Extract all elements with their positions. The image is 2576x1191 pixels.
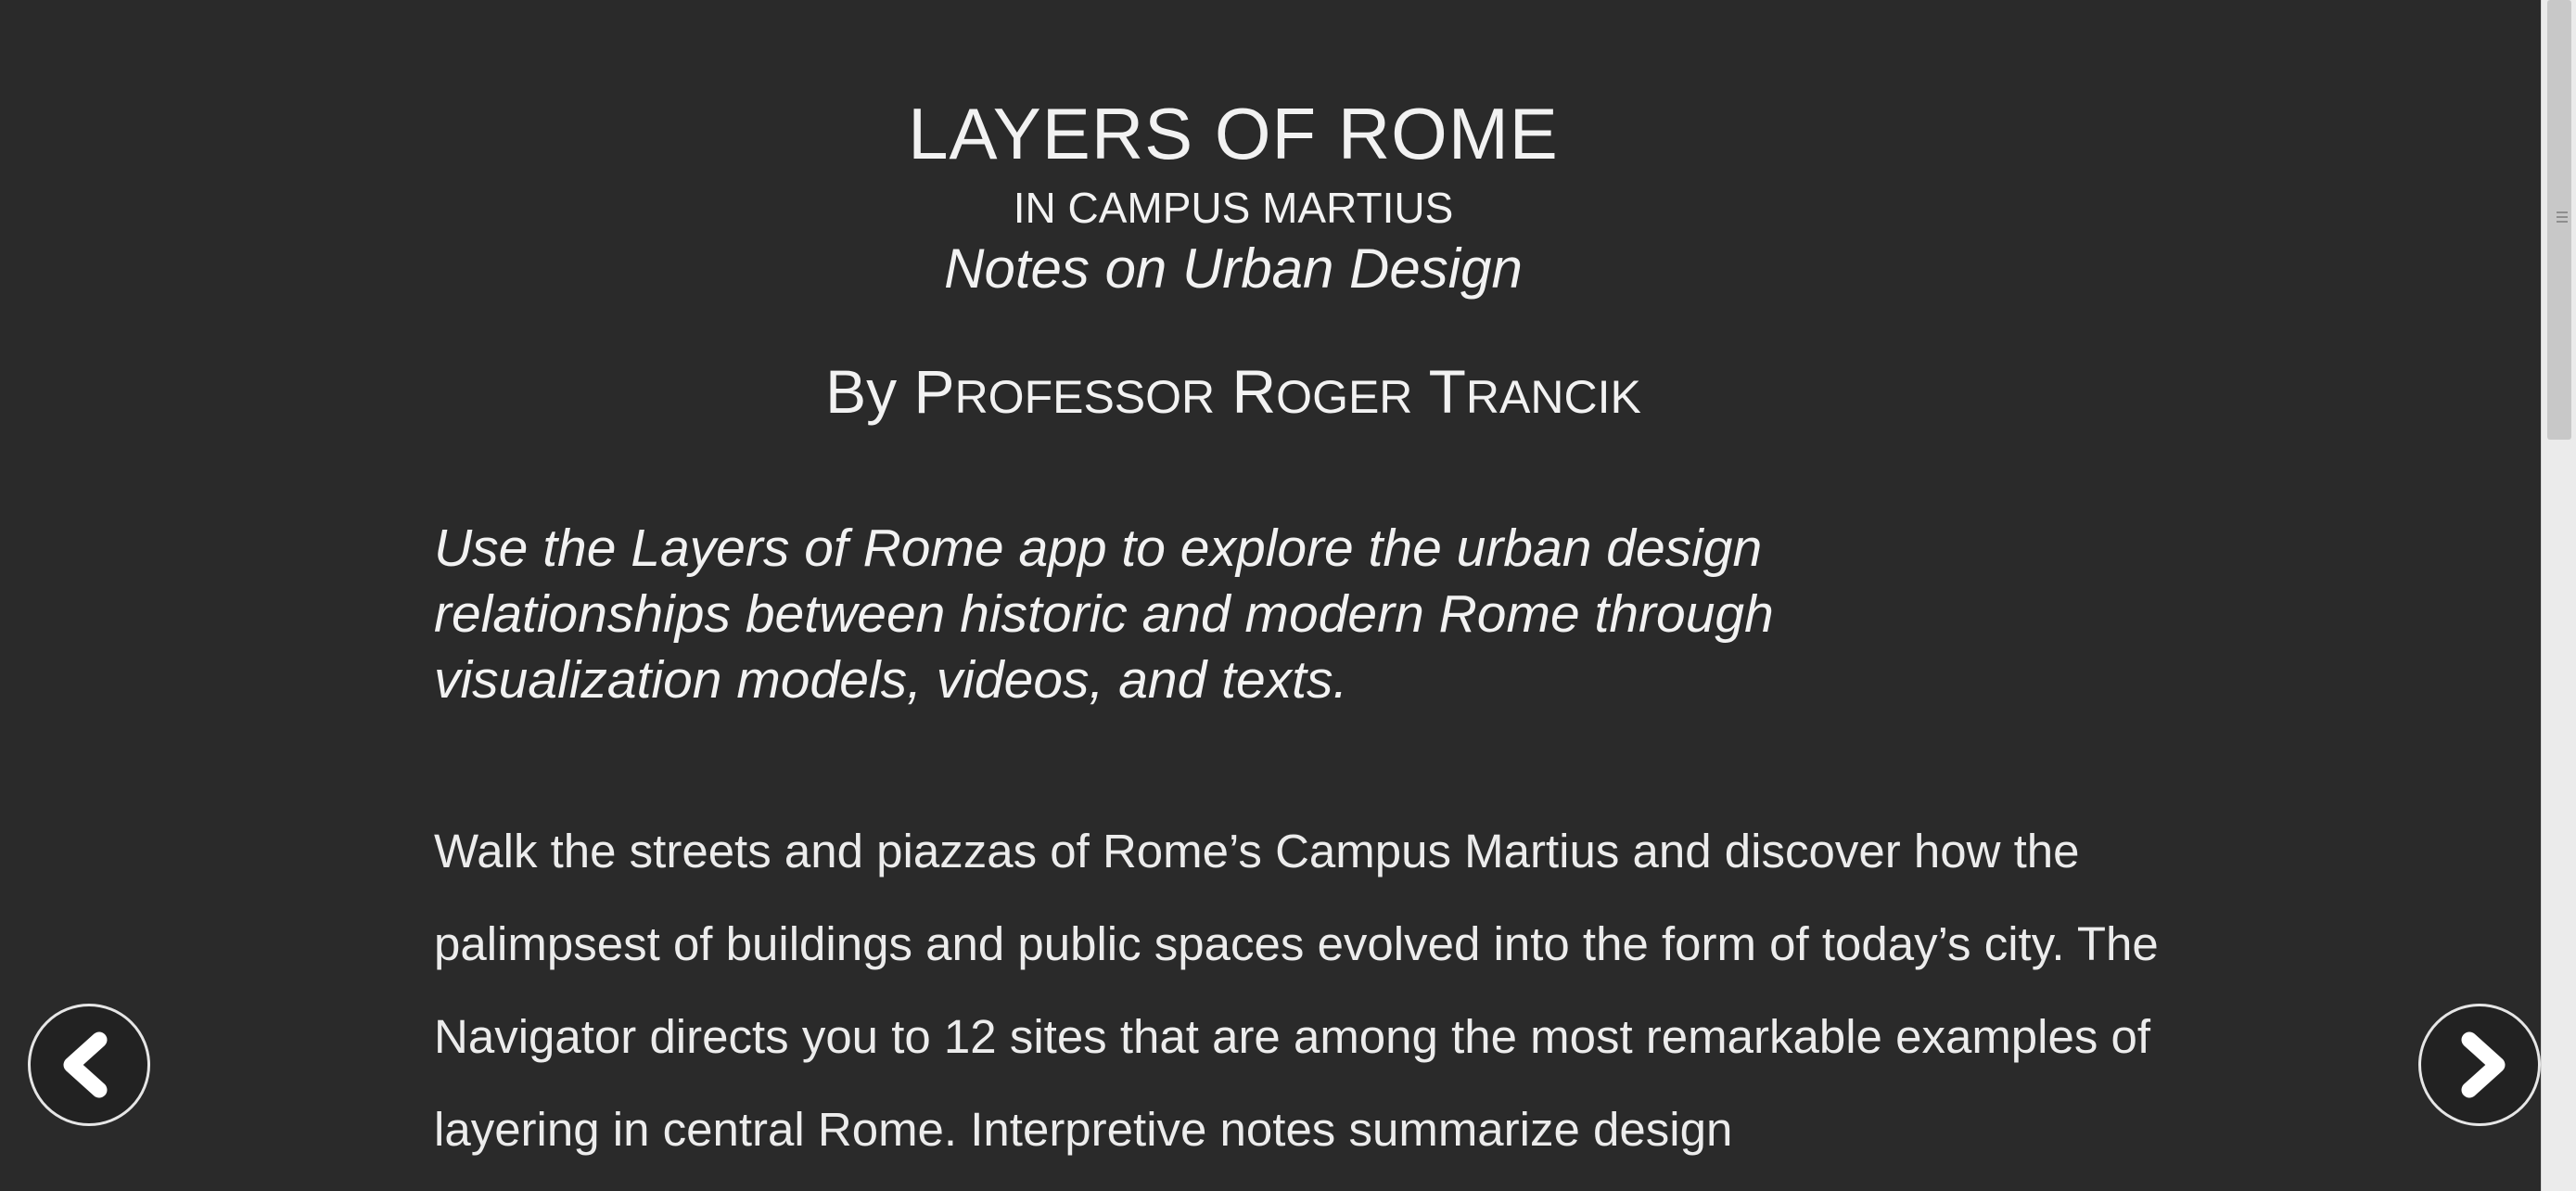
lead-paragraph: Use the Layers of Rome app to explore the urban design relationships between historic and modern Rome through visualization models, videos, and texts.: [434, 519, 1774, 710]
scrollbar-thumb[interactable]: [2547, 0, 2571, 440]
author-last-initial: T: [1428, 357, 1466, 426]
author-second-initial: R: [1231, 357, 1277, 426]
scrollbar-grip-icon: [2557, 211, 2568, 224]
previous-page-button[interactable]: [28, 1004, 150, 1126]
author-second-rest: OGER: [1276, 371, 1413, 423]
next-page-button[interactable]: [2418, 1004, 2541, 1126]
author-first-rest: ROFESSOR: [954, 371, 1216, 423]
chevron-left-icon: [31, 1006, 147, 1123]
app-tagline: Notes on Urban Design: [944, 237, 1523, 300]
vertical-scrollbar[interactable]: [2541, 0, 2576, 1191]
author-first-initial: P: [913, 357, 955, 426]
chevron-right-icon: [2421, 1006, 2538, 1123]
app-title: LAYERS OF ROME: [908, 93, 1559, 174]
app-subtitle: IN CAMPUS MARTIUS: [1013, 184, 1454, 232]
author-prefix: By: [825, 357, 898, 426]
body-paragraph: Walk the streets and piazzas of Rome’s Campus Martius and discover how the palimpsest of buildings and public spaces evolved into the form of today’s city. The Navigator directs you to 12 sites that are among the most remarkable examples of layering in central Rome. Interpretive notes summarize design: [434, 825, 2159, 1156]
author-line: [0, 354, 2467, 434]
author-last-rest: RANCIK: [1465, 371, 1641, 423]
